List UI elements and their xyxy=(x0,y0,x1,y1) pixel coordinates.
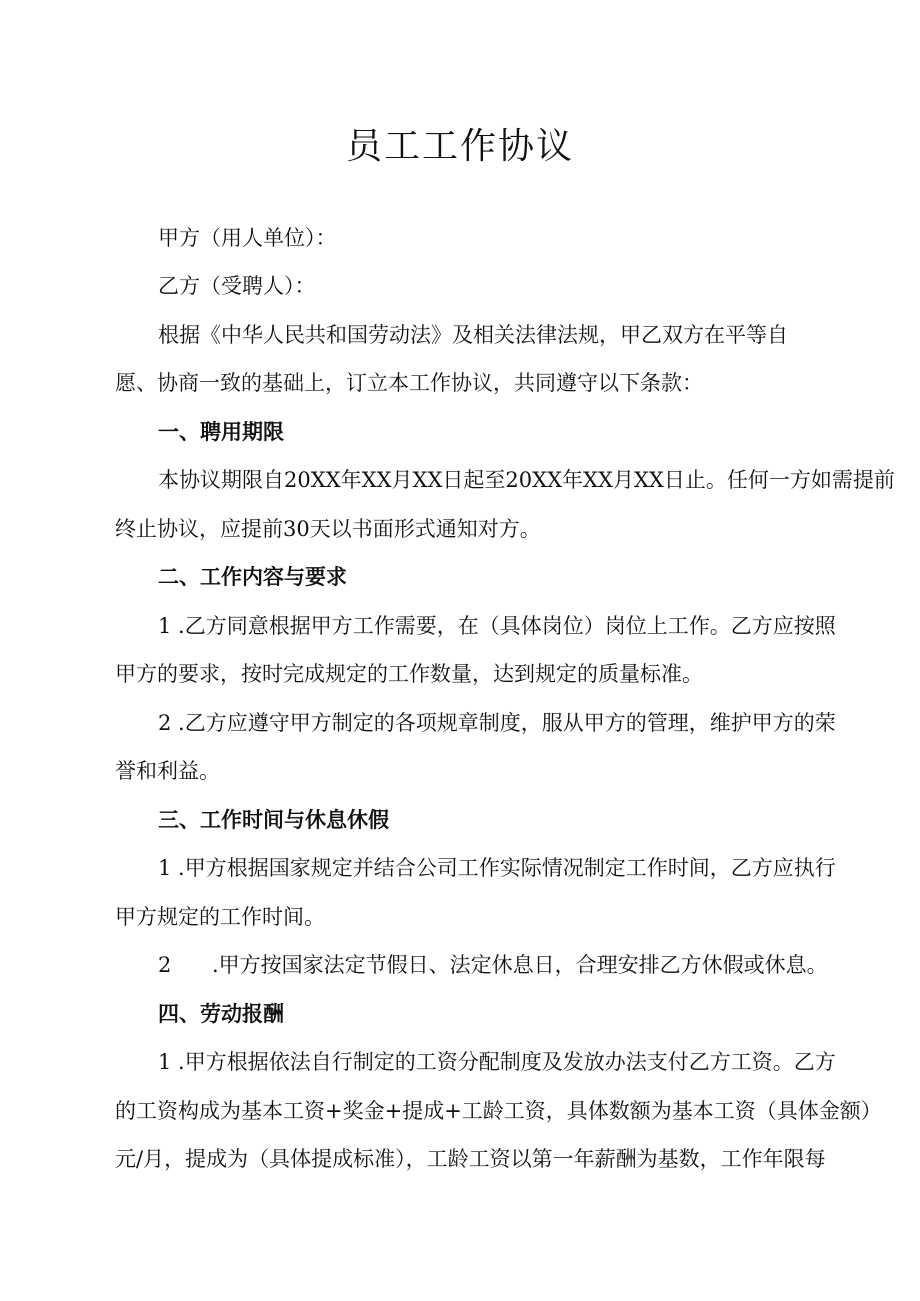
section-2-heading: 二、工作内容与要求 xyxy=(158,565,347,589)
section-4-item-1-line-1: 1 .甲方根据依法自行制定的工资分配制度及发放办法支付乙方工资。乙方 xyxy=(158,1050,836,1074)
section-2-item-1-line-2: 甲方的要求，按时完成规定的工作数量，达到规定的质量标准。 xyxy=(115,662,703,686)
section-1-para-line-2: 终止协议，应提前30天以书面形式通知对方。 xyxy=(115,517,541,541)
intro-line-1: 根据《中华人民共和国劳动法》及相关法律法规，甲乙双方在平等自 xyxy=(158,323,788,347)
document-title: 员工工作协议 xyxy=(345,126,574,167)
section-4-heading: 四、劳动报酬 xyxy=(158,1002,284,1026)
section-3-item-1-line-2: 甲方规定的工作时间。 xyxy=(115,905,325,929)
section-4-item-1-line-2: 的工资构成为基本工资+奖金+提成+工龄工资，具体数额为基本工资（具体金额） xyxy=(115,1099,882,1123)
section-2-item-2-line-2: 誉和利益。 xyxy=(115,759,220,783)
party-a-line: 甲方（用人单位）： xyxy=(158,226,337,250)
section-3-item-1-line-1: 1 .甲方根据国家规定并结合公司工作实际情况制定工作时间，乙方应执行 xyxy=(158,856,836,880)
section-1-para-line-1: 本协议期限自20XX年XX月XX日起至20XX年XX月XX日止。任何一方如需提前 xyxy=(158,468,895,492)
section-1-heading: 一、聘用期限 xyxy=(158,420,284,444)
section-2-item-2-line-1: 2 .乙方应遵守甲方制定的各项规章制度，服从甲方的管理，维护甲方的荣 xyxy=(158,711,836,735)
section-3-item-2-number: 2 xyxy=(158,953,172,977)
section-2-item-1-line-1: 1 .乙方同意根据甲方工作需要，在（具体岗位）岗位上工作。乙方应按照 xyxy=(158,614,836,638)
section-4-item-1-line-3: 元/月，提成为（具体提成标准），工龄工资以第一年薪酬为基数，工作年限每 xyxy=(115,1147,826,1171)
section-3-item-2-text: .甲方按国家法定节假日、法定休息日，合理安排乙方休假或休息。 xyxy=(212,953,828,977)
intro-line-2: 愿、协商一致的基础上，订立本工作协议，共同遵守以下条款： xyxy=(115,371,703,395)
party-b-line: 乙方（受聘人）： xyxy=(158,274,316,298)
section-3-heading: 三、工作时间与休息休假 xyxy=(158,808,389,832)
